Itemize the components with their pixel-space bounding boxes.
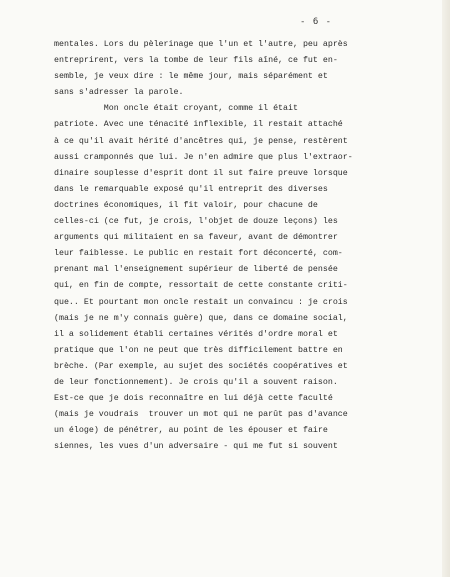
text-line: Mon oncle était croyant, comme il était (54, 104, 298, 114)
text-line: siennes, les vues d'un adversaire - qui me fut si souvent (54, 442, 338, 452)
text-line: semble, je veux dire : le même jour, mais séparément et (54, 72, 328, 82)
text-line: leur faiblesse. Le public en restait fort déconcerté, com- (54, 249, 343, 259)
text-line: prenant mal l'enseignement supérieur de liberté de pensée (54, 265, 338, 275)
text-line: doctrines économiques, il fit valoir, pour chacune de (54, 200, 318, 210)
text-line: sans s'adresser la parole. (54, 88, 184, 98)
text-line: de leur fonctionnement). Je crois qu'il a souvent raison. (54, 377, 338, 387)
page-number: - 6 - (300, 17, 333, 27)
text-line: aussi cramponnés que lui. Je n'en admire que plus l'extraor- (54, 152, 353, 162)
text-line: (mais je voudrais trouver un mot qui ne parût pas d'avance (54, 410, 348, 420)
text-line: (mais je ne m'y connais guère) que, dans ce domaine social, (54, 313, 348, 323)
text-line: à ce qu'il avait hérité d'ancêtres qui, je pense, restèrent (54, 136, 348, 146)
text-line: il a solidement établi certaines vérités d'ordre moral et (54, 329, 338, 339)
text-line: qui, en fin de compte, ressortait de cette constante criti- (54, 281, 348, 291)
text-line: brèche. (Par exemple, au sujet des sociétés coopératives et (54, 361, 348, 371)
text-line: un éloge) de pénétrer, au point de les épouser et faire (54, 426, 328, 436)
text-line: Est-ce que je dois reconnaître en lui déjà cette faculté (54, 394, 333, 404)
text-line: celles-ci (ce fut, je crois, l'objet de douze leçons) les (54, 217, 338, 227)
page-edge-shadow (442, 0, 450, 577)
text-line: patriote. Avec une ténacité inflexible, il restait attaché (54, 120, 343, 130)
text-line: dinaire souplesse d'esprit dont il sut faire preuve lorsque (54, 168, 348, 178)
text-line: arguments qui militaient en sa faveur, avant de démontrer (54, 233, 338, 243)
text-line: que.. Et pourtant mon oncle restait un convaincu : je crois (54, 297, 348, 307)
body-text (54, 37, 384, 455)
text-line: mentales. Lors du pèlerinage que l'un et l'autre, peu après (54, 40, 348, 49)
text-line: pratique que l'on ne peut que très difficilement battre en (54, 345, 343, 355)
text-line: entreprirent, vers la tombe de leur fils aîné, ce fut en- (54, 56, 338, 66)
text-line: dans le remarquable exposé qu'il entreprit des diverses (54, 184, 328, 194)
